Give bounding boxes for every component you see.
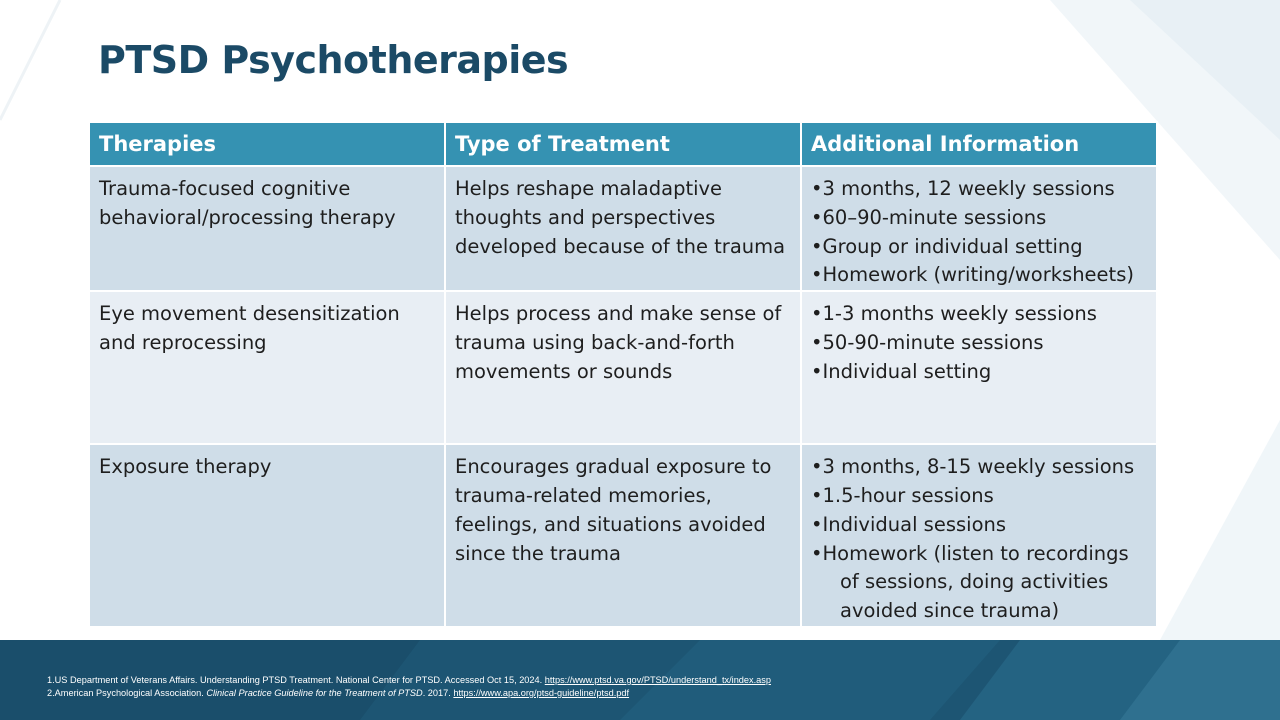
therapy-table (88, 121, 1158, 628)
list-item: • Homework (writing/worksheets) (811, 261, 1147, 290)
table-row (89, 166, 1157, 291)
list-item: • Individual setting (811, 358, 1147, 387)
list-item: • Individual sessions (811, 511, 1147, 540)
therapy-cell: Eye movement desensitization and reprocessing (89, 291, 445, 444)
header-type-of-treatment: Type of Treatment (445, 122, 801, 166)
info-cell (801, 291, 1157, 444)
treatment-cell: Encourages gradual exposure to trauma-related memories, feelings, and situations avoided since the trauma (445, 444, 801, 627)
info-cell (801, 444, 1157, 627)
therapy-cell: Exposure therapy (89, 444, 445, 627)
reference-link[interactable]: https://www.apa.org/ptsd-guideline/ptsd.pdf (453, 688, 630, 698)
list-item: • 50-90-minute sessions (811, 329, 1147, 358)
info-cell (801, 166, 1157, 291)
list-item: • 60–90-minute sessions (811, 204, 1147, 233)
table-row (89, 291, 1157, 444)
reference-number: 2. (47, 688, 55, 698)
reference-number: 1. (47, 675, 55, 685)
footer-references (47, 674, 771, 700)
reference-text: . 2017. (422, 688, 454, 698)
reference-text: US Department of Veterans Affairs. Understanding PTSD Treatment. National Center for PTSD. Accessed Oct 15, 2024. (54, 675, 545, 685)
reference-text: American Psychological Association. (54, 688, 207, 698)
list-item: • Group or individual setting (811, 233, 1147, 262)
info-list (811, 453, 1147, 626)
reference-2 (47, 687, 771, 700)
info-list (811, 175, 1147, 290)
header-therapies: Therapies (89, 122, 445, 166)
reference-link[interactable]: https://www.ptsd.va.gov/PTSD/understand_tx/index.asp (544, 675, 771, 685)
slide-title: PTSD Psychotherapies (98, 38, 569, 82)
list-item: • 1-3 months weekly sessions (811, 300, 1147, 329)
list-item: • 3 months, 8-15 weekly sessions (811, 453, 1147, 482)
treatment-cell: Helps process and make sense of trauma using back-and-forth movements or sounds (445, 291, 801, 444)
list-item: • Homework (listen to recordings of sessions, doing activities avoided since trauma) (811, 540, 1147, 626)
table-row (89, 444, 1157, 627)
therapy-cell: Trauma-focused cognitive behavioral/processing therapy (89, 166, 445, 291)
info-list (811, 300, 1147, 386)
header-additional-information: Additional Information (801, 122, 1157, 166)
reference-1 (47, 674, 771, 687)
treatment-cell: Helps reshape maladaptive thoughts and perspectives developed because of the trauma (445, 166, 801, 291)
table-header-row (89, 122, 1157, 166)
reference-title: Clinical Practice Guideline for the Treatment of PTSD (206, 688, 423, 698)
list-item: • 1.5-hour sessions (811, 482, 1147, 511)
list-item: • 3 months, 12 weekly sessions (811, 175, 1147, 204)
